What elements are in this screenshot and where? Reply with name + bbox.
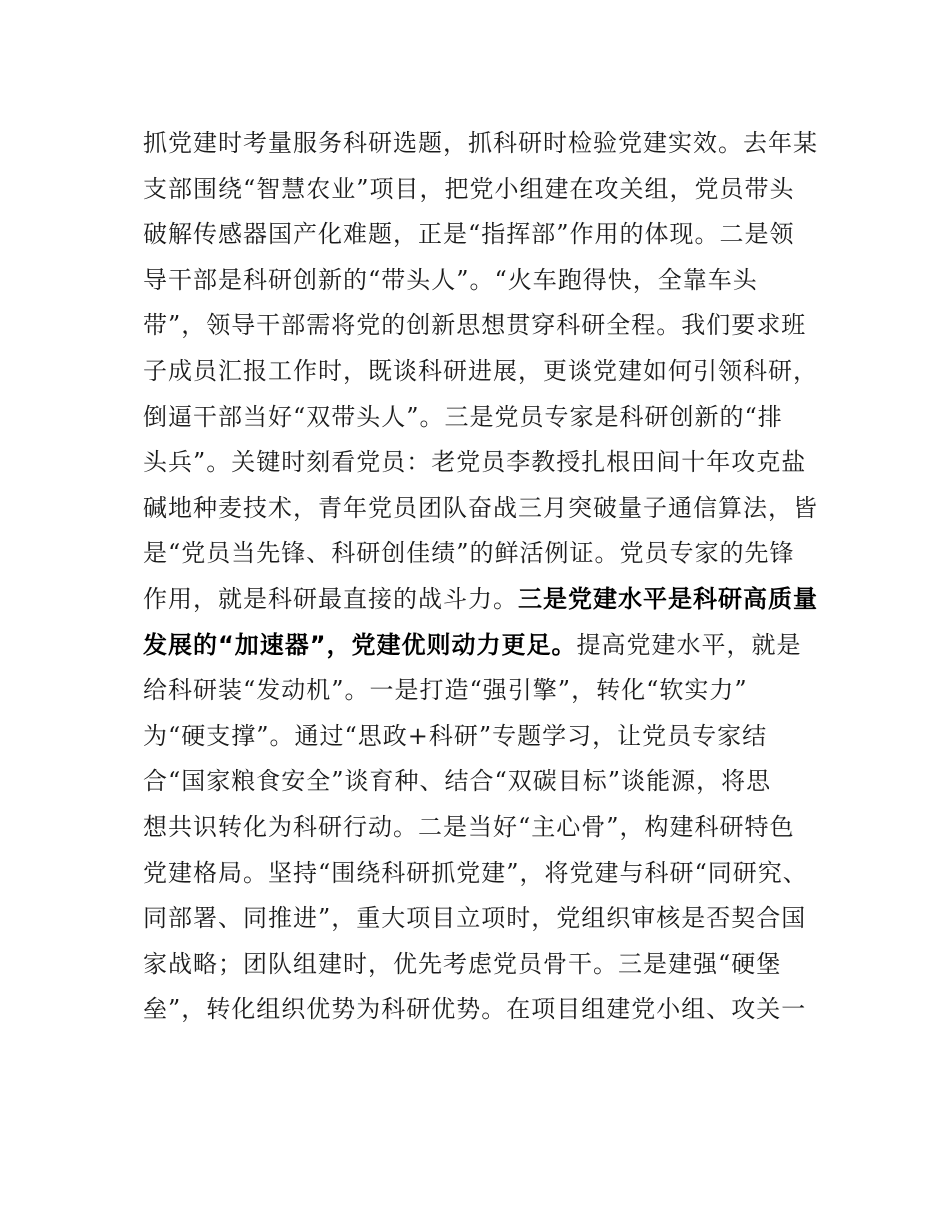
text-segment: 家战略；团队组建时，优先考虑党员骨干。三是建强“硬堡 <box>143 949 782 978</box>
text-line <box>143 440 823 486</box>
text-segment: 作用，就是科研最直接的战斗力。 <box>143 584 518 613</box>
text-line <box>143 623 823 669</box>
text-line <box>143 258 823 304</box>
text-segment: 同部署、同推进”，重大项目立项时，党组织审核是否契合国 <box>143 904 807 933</box>
bold-text-segment: 三是党建水平是科研高质量 <box>518 584 818 613</box>
text-segment: 带”，领导干部需将党的创新思想贯穿科研全程。我们要求班 <box>143 311 807 340</box>
text-line <box>143 851 823 897</box>
text-segment: 支部围绕“智慧农业”项目，把党小组建在攻关组，党员带头 <box>143 174 795 203</box>
text-line <box>143 303 823 349</box>
text-segment: 为“硬支撑”。通过“思政+科研”专题学习，让党员专家结 <box>143 721 768 750</box>
text-line <box>143 486 823 532</box>
body-text <box>143 121 823 1033</box>
text-segment: 给科研装“发动机”。一是打造“强引擎”，转化“软实力” <box>143 676 748 705</box>
text-segment: 党建格局。坚持“围绕科研抓党建”，将党建与科研“同研究、 <box>143 858 808 887</box>
text-segment: 导干部是科研创新的“带头人”。“火车跑得快，全靠车头 <box>143 265 758 294</box>
text-segment: 子成员汇报工作时，既谈科研进展，更谈党建如何引领科研， <box>143 356 818 385</box>
text-line <box>143 942 823 988</box>
text-line <box>143 167 823 213</box>
text-segment: 破解传感器国产化难题，正是“指挥部”作用的体现。二是领 <box>143 220 795 249</box>
text-line <box>143 531 823 577</box>
text-line <box>143 896 823 942</box>
text-segment: 合“国家粮食安全”谈育种、结合“双碳目标”谈能源，将思 <box>143 767 772 796</box>
text-line <box>143 668 823 714</box>
text-segment: 倒逼干部当好“双带头人”。三是党员专家是科研创新的“排 <box>143 402 783 431</box>
text-line <box>143 577 823 623</box>
text-segment: 想共识转化为科研行动。二是当好“主心骨”，构建科研特色 <box>143 812 795 841</box>
text-segment: 头兵”。关键时刻看党员：老党员李教授扎根田间十年攻克盐 <box>143 448 807 477</box>
text-segment: 碱地种麦技术，青年党员团队奋战三月突破量子通信算法，皆 <box>143 493 818 522</box>
text-line <box>143 212 823 258</box>
text-line <box>143 805 823 851</box>
text-line <box>143 714 823 760</box>
text-line <box>143 121 823 167</box>
text-line <box>143 395 823 441</box>
text-line <box>143 349 823 395</box>
text-segment: 提高党建水平，就是 <box>576 630 802 659</box>
text-segment: 垒”，转化组织优势为科研优势。在项目组建党小组、攻关一 <box>143 995 807 1024</box>
bold-text-segment: 发展的“加速器”，党建优则动力更足。 <box>143 630 577 659</box>
text-line <box>143 759 823 805</box>
text-segment: 是“党员当先锋、科研创佳绩”的鲜活例证。党员专家的先锋 <box>143 539 795 568</box>
text-line <box>143 987 823 1033</box>
text-segment: 抓党建时考量服务科研选题，抓科研时检验党建实效。去年某 <box>143 129 818 157</box>
